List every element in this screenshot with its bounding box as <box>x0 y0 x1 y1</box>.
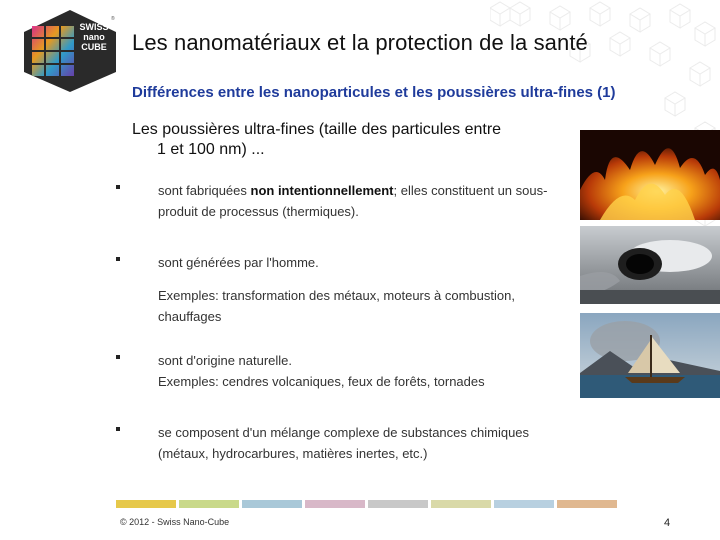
intro-line-2: 1 et 100 nm) ... <box>157 141 265 158</box>
footer-bar-segment <box>431 500 491 508</box>
footer-bar-segment <box>494 500 554 508</box>
footer-bar-segment <box>305 500 365 508</box>
bullet-3-examples: Exemples: cendres volcaniques, feux de forêts, tornades <box>158 374 485 389</box>
bullet-1-emphasis: non intentionnellement <box>250 183 394 198</box>
bullet-marker <box>116 185 120 189</box>
footer-copyright: © 2012 - Swiss Nano-Cube <box>120 517 230 527</box>
bullet-item-1 <box>114 180 547 222</box>
intro-text <box>132 120 592 160</box>
bullet-1-text: sont fabriquées <box>158 183 251 198</box>
logo-line-swiss: SWISS <box>79 22 109 32</box>
bullet-marker <box>116 355 120 359</box>
footer-bar-segment <box>179 500 239 508</box>
logo-wordmark <box>74 22 114 52</box>
bullet-item-2 <box>114 252 515 327</box>
volcano-sailboat-photo <box>580 313 720 398</box>
bullet-2-examples: Exemples: transformation des métaux, moteurs à combustion, <box>158 288 515 303</box>
bullet-1-continuation: produit de processus (thermiques). <box>158 204 359 219</box>
intro-line-1: Les poussières ultra-fines (taille des particules entre <box>132 121 502 138</box>
bullet-2-examples-cont: chauffages <box>158 309 222 324</box>
bullet-item-4 <box>114 422 529 464</box>
slide-title: Les nanomatériaux et la protection de la santé <box>132 30 588 55</box>
footer-bar-segment <box>557 500 617 508</box>
bullet-3-text: sont d'origine naturelle. <box>158 353 293 368</box>
footer-bar-segment <box>116 500 176 508</box>
svg-text:®: ® <box>111 16 115 22</box>
footer-bar-segment <box>368 500 428 508</box>
bullet-1-text-end: ; elles constituent un sous- <box>393 183 548 198</box>
bullet-marker <box>116 427 120 431</box>
page-number: 4 <box>664 517 671 529</box>
logo-line-nano: nano <box>83 32 105 42</box>
exhaust-pipe-photo <box>580 226 720 304</box>
slide-subtitle: Différences entre les nanoparticules et les poussières ultra-fines (1) <box>132 84 616 101</box>
bullet-2-text: sont générées par l'homme. <box>158 255 319 270</box>
bullet-marker <box>116 257 120 261</box>
bullet-item-3 <box>114 350 485 392</box>
bullet-4-text: se composent d'un mélange complexe de substances chimiques <box>158 425 530 440</box>
bullet-4-continuation: (métaux, hydrocarbures, matières inertes, etc.) <box>158 446 428 461</box>
fire-photo <box>580 130 720 220</box>
footer-color-bar <box>116 500 620 508</box>
footer-bar-segment <box>242 500 302 508</box>
logo-line-cube: CUBE <box>81 42 107 52</box>
